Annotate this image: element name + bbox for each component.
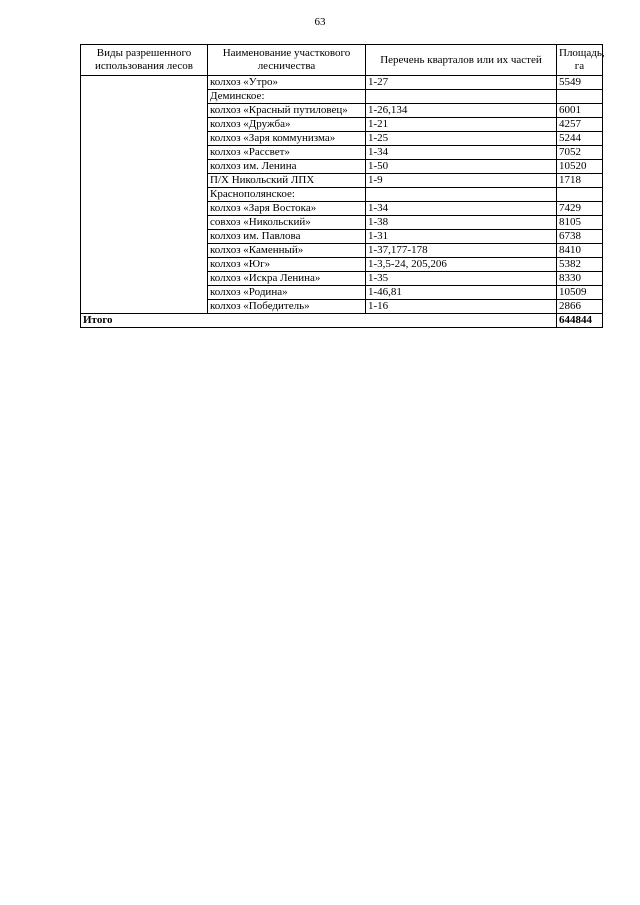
quarters-cell: 1-37,177-178 bbox=[366, 244, 557, 258]
forestry-name-cell: колхоз «Утро» bbox=[208, 76, 366, 90]
area-cell: 5382 bbox=[557, 258, 603, 272]
quarters-cell: 1-21 bbox=[366, 118, 557, 132]
use-type-cell bbox=[81, 76, 208, 314]
forestry-name-cell: колхоз «Красный путиловец» bbox=[208, 104, 366, 118]
header-area: Площадь, га bbox=[557, 45, 603, 76]
quarters-cell: 1-27 bbox=[366, 76, 557, 90]
forestry-name-cell: Деминское: bbox=[208, 90, 366, 104]
area-cell: 4257 bbox=[557, 118, 603, 132]
quarters-cell: 1-16 bbox=[366, 300, 557, 314]
forestry-name-cell: колхоз «Заря коммунизма» bbox=[208, 132, 366, 146]
quarters-cell: 1-38 bbox=[366, 216, 557, 230]
area-cell: 10509 bbox=[557, 286, 603, 300]
total-row bbox=[81, 314, 603, 328]
total-value: 644844 bbox=[557, 314, 603, 328]
area-cell: 1718 bbox=[557, 174, 603, 188]
forestry-name-cell: совхоз «Никольский» bbox=[208, 216, 366, 230]
forest-use-table bbox=[80, 44, 603, 328]
area-cell: 7052 bbox=[557, 146, 603, 160]
area-cell: 10520 bbox=[557, 160, 603, 174]
page-number: 63 bbox=[314, 16, 326, 28]
quarters-cell: 1-34 bbox=[366, 202, 557, 216]
area-cell: 5549 bbox=[557, 76, 603, 90]
area-cell: 5244 bbox=[557, 132, 603, 146]
forestry-name-cell: Краснополянское: bbox=[208, 188, 366, 202]
forestry-name-cell: колхоз «Заря Востока» bbox=[208, 202, 366, 216]
forestry-name-cell: колхоз «Победитель» bbox=[208, 300, 366, 314]
forestry-name-cell: колхоз «Родина» bbox=[208, 286, 366, 300]
forestry-name-cell: П/Х Никольский ЛПХ bbox=[208, 174, 366, 188]
area-cell: 6738 bbox=[557, 230, 603, 244]
quarters-cell: 1-9 bbox=[366, 174, 557, 188]
area-cell bbox=[557, 188, 603, 202]
header-use-type: Виды разрешенного использования лесов bbox=[81, 45, 208, 76]
quarters-cell: 1-35 bbox=[366, 272, 557, 286]
quarters-cell: 1-50 bbox=[366, 160, 557, 174]
quarters-cell bbox=[366, 90, 557, 104]
area-cell: 6001 bbox=[557, 104, 603, 118]
table-header-row bbox=[81, 45, 603, 76]
area-cell: 7429 bbox=[557, 202, 603, 216]
area-cell: 8330 bbox=[557, 272, 603, 286]
header-forestry-name: Наименование участкового лесничества bbox=[208, 45, 366, 76]
quarters-cell: 1-3,5-24, 205,206 bbox=[366, 258, 557, 272]
quarters-cell: 1-34 bbox=[366, 146, 557, 160]
total-label: Итого bbox=[81, 314, 557, 328]
quarters-cell: 1-31 bbox=[366, 230, 557, 244]
forestry-name-cell: колхоз «Рассвет» bbox=[208, 146, 366, 160]
quarters-cell bbox=[366, 188, 557, 202]
area-cell: 2866 bbox=[557, 300, 603, 314]
quarters-cell: 1-26,134 bbox=[366, 104, 557, 118]
forestry-name-cell: колхоз «Юг» bbox=[208, 258, 366, 272]
table-row bbox=[81, 76, 603, 90]
area-cell: 8105 bbox=[557, 216, 603, 230]
forestry-name-cell: колхоз им. Павлова bbox=[208, 230, 366, 244]
area-cell: 8410 bbox=[557, 244, 603, 258]
forestry-name-cell: колхоз «Каменный» bbox=[208, 244, 366, 258]
forestry-name-cell: колхоз «Искра Ленина» bbox=[208, 272, 366, 286]
forestry-name-cell: колхоз «Дружба» bbox=[208, 118, 366, 132]
area-cell bbox=[557, 90, 603, 104]
forestry-name-cell: колхоз им. Ленина bbox=[208, 160, 366, 174]
quarters-cell: 1-46,81 bbox=[366, 286, 557, 300]
quarters-cell: 1-25 bbox=[366, 132, 557, 146]
header-quarters: Перечень кварталов или их частей bbox=[366, 45, 557, 76]
